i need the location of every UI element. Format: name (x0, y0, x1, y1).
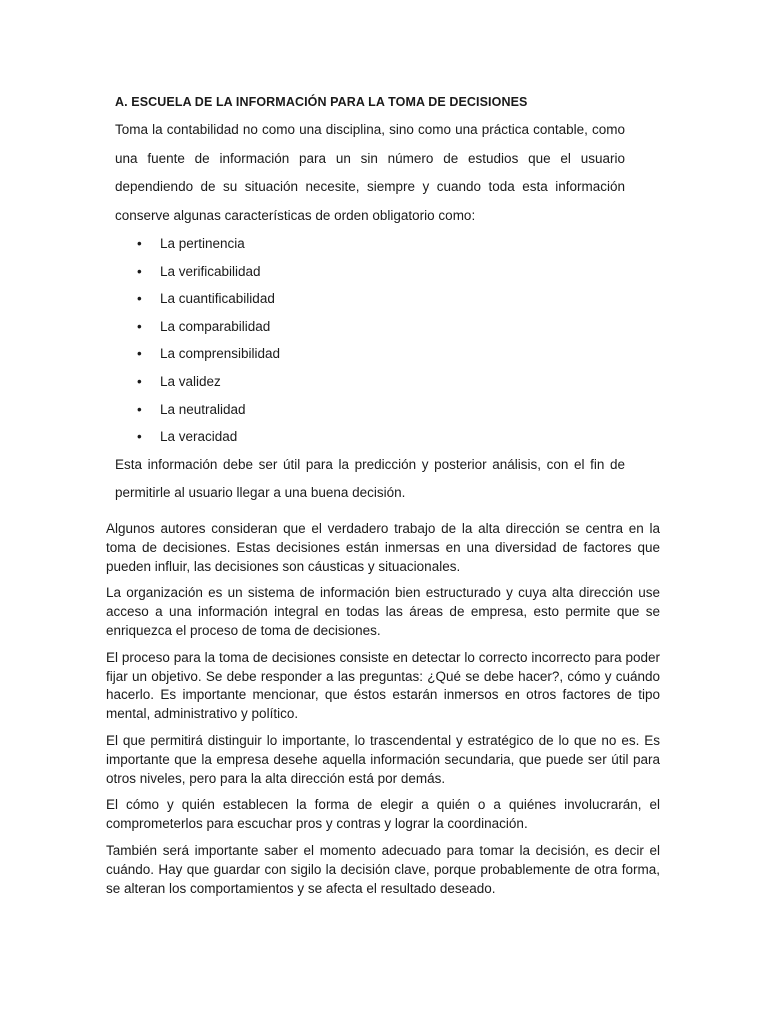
paragraph: También será importante saber el momento adecuado para tomar la decisión, es decir el cuándo. Hay que guardar con sigilo la decisión clave, porque probablemente de otra forma, se alteran los comportamientos y se afecta el resultado deseado. (106, 842, 660, 896)
list-item: • La veracidad (115, 423, 625, 451)
section-heading: A. ESCUELA DE LA INFORMACIÓN PARA LA TOMA DE DECISIONES (115, 95, 528, 109)
bullet-icon: • (137, 401, 142, 417)
paragraph: Algunos autores consideran que el verdadero trabajo de la alta dirección se centra en la toma de decisiones. Estas decisiones están inmersas en una diversidad de factores que pueden influir, las decisiones son cáusticas y situacionales. (106, 521, 660, 574)
bullet-icon: • (137, 346, 142, 362)
list-item: • La validez (115, 368, 625, 396)
list-item: • La pertinencia (115, 230, 625, 258)
paragraph: La organización es un sistema de información bien estructurado y cuya alta dirección use acceso a una información integral en todas las áreas de empresa, esto permite que se enriquezca el proceso de toma de decisiones. (106, 585, 660, 638)
bullet-icon: • (137, 291, 142, 307)
list-item: • La verificabilidad (115, 258, 625, 286)
list-item: • La neutralidad (115, 396, 625, 424)
list-item: • La cuantificabilidad (115, 285, 625, 313)
bullet-icon: • (137, 373, 142, 389)
section-intro: Toma la contabilidad no como una disciplina, sino como una práctica contable, como una fuente de información para un sin número de estudios que el usuario dependiendo de su situación necesite, siempre y cuando toda esta información conserve algunas características de orden obligatorio como: (115, 122, 625, 223)
paragraph: El que permitirá distinguir lo importante, lo trascendental y estratégico de lo que no es. Es importante que la empresa desehe aquella información secundaria, que puede ser útil para otros niveles, pero para la alta dirección está por demás. (106, 732, 660, 786)
paragraph: El cómo y quién establecen la forma de elegir a quién o a quiénes involucrarán, el comprometerlos para escuchar pros y contras y lograr la coordinación. (106, 797, 660, 832)
bullet-icon: • (137, 318, 142, 334)
bullet-icon: • (137, 263, 142, 279)
section-closing: Esta información debe ser útil para la predicción y posterior análisis, con el fin de permitirle al usuario llegar a una buena decisión. (115, 456, 625, 501)
body-text (106, 520, 660, 906)
list-item: • La comprensibilidad (115, 340, 625, 368)
bullet-icon: • (137, 429, 142, 445)
list-item: • La comparabilidad (115, 313, 625, 341)
bullet-icon: • (137, 236, 142, 251)
section-information-school (115, 92, 625, 508)
paragraph: El proceso para la toma de decisiones consiste en detectar lo correcto incorrecto para poder fijar un objetivo. Se debe responder a las preguntas: ¿Qué se debe hacer?, cómo y cuándo hacerlo. Es importante mencionar, que éstos estarán inmersos en otros factores de tipo mental, administrativo y político. (106, 649, 660, 722)
characteristics-list (115, 230, 625, 451)
